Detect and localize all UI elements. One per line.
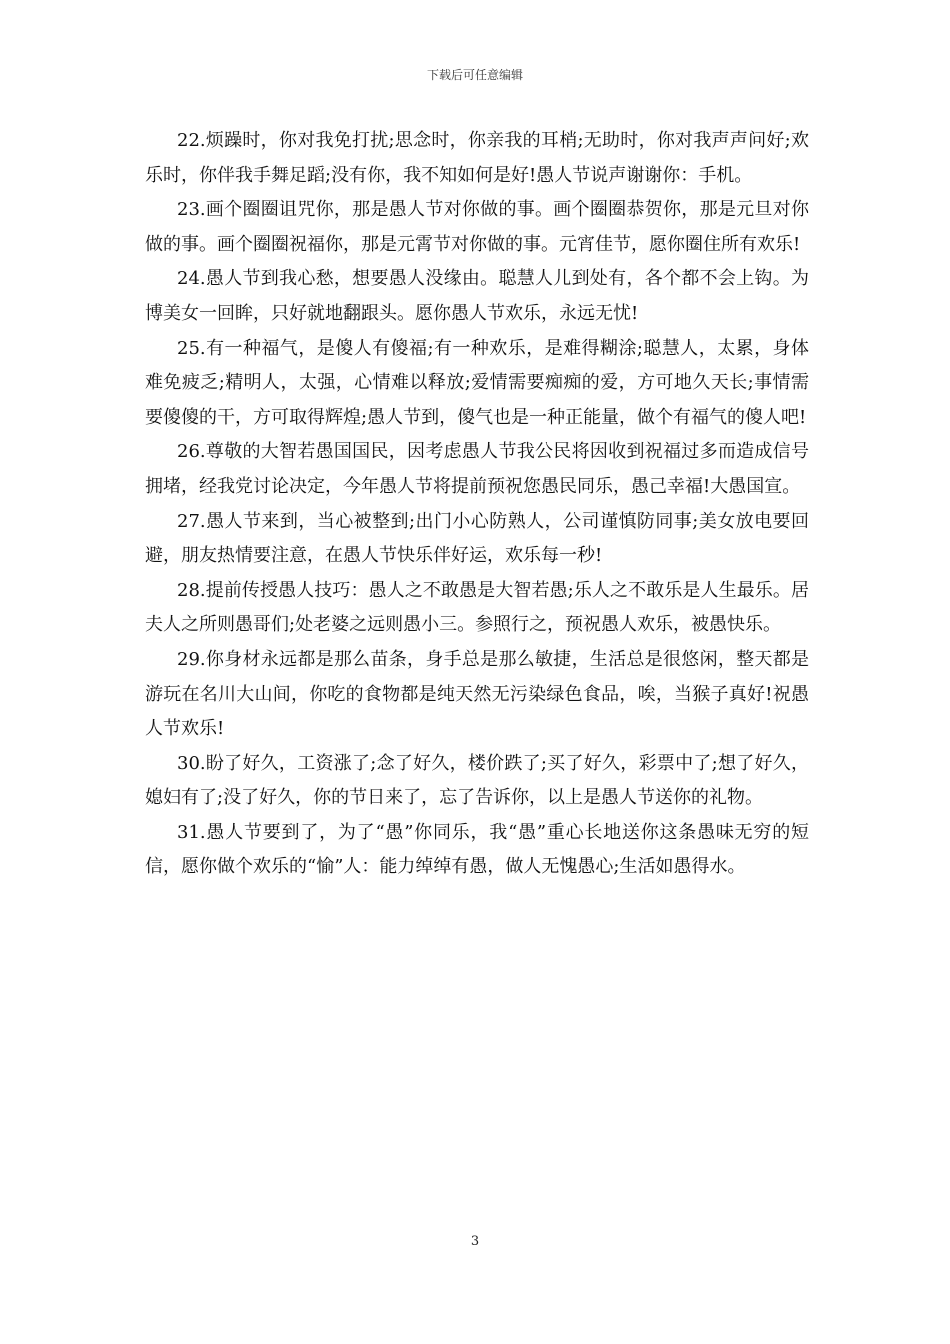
page-number: 3 — [470, 1234, 480, 1249]
paragraph-23: 23.画个圈圈诅咒你，那是愚人节对你做的事。画个圈圈恭贺你，那是元旦对你做的事。画个圈圈祝福你，那是元霄节对你做的事。元宵佳节，愿你圈住所有欢乐! — [145, 199, 809, 255]
paragraph-26: 26.尊敬的大智若愚国国民，因考虑愚人节我公民将因收到祝福过多而造成信号拥堵，经我党讨论决定，今年愚人节将提前预祝您愚民同乐，愚己幸福!大愚国宣。 — [145, 441, 809, 497]
paragraph-31: 31.愚人节要到了，为了“愚”你同乐，我“愚”重心长地送你这条愚味无穷的短信，愿你做个欢乐的“愉”人：能力绰绰有愚，做人无愧愚心;生活如愚得水。 — [145, 821, 809, 878]
paragraph-27: 27.愚人节来到，当心被整到;出门小心防熟人，公司谨慎防同事;美女放电要回避，朋友热情要注意，在愚人节快乐伴好运，欢乐每一秒! — [145, 510, 809, 567]
paragraph-24: 24.愚人节到我心愁，想要愚人没缘由。聪慧人儿到处有，各个都不会上钩。为博美女一回眸，只好就地翻跟头。愿你愚人节欢乐，永远无忧! — [145, 268, 809, 324]
paragraph-30: 30.盼了好久，工资涨了;念了好久，楼价跌了;买了好久，彩票中了;想了好久，媳妇有了;没了好久，你的节日来了，忘了告诉你，以上是愚人节送你的礼物。 — [145, 752, 809, 809]
paragraph-25: 25.有一种福气，是傻人有傻福;有一种欢乐，是难得糊涂;聪慧人，太累，身体难免疲乏;精明人，太强，心情难以释放;爱情需要痴痴的爱，方可地久天长;事情需要傻傻的干，方可取得辉煌;愚人节到，傻气也是一种正能量，做个有福气的傻人吧! — [145, 337, 809, 428]
paragraph-22: 22.烦躁时，你对我免打扰;思念时，你亲我的耳梢;无助时，你对我声声问好;欢乐时，你伴我手舞足蹈;没有你，我不知如何是好!愚人节说声谢谢你：手机。 — [145, 130, 809, 186]
document-body — [145, 124, 809, 885]
header-note: 下载后可任意编辑 — [426, 68, 523, 82]
paragraph-29: 29.你身材永远都是那么苗条，身手总是那么敏捷，生活总是很悠闲，整天都是游玩在名川大山间，你吃的食物都是纯天然无污染绿色食品，唉，当猴子真好!祝愚人节欢乐! — [145, 648, 809, 740]
paragraph-28: 28.提前传授愚人技巧：愚人之不敢愚是大智若愚;乐人之不敢乐是人生最乐。居夫人之所则愚哥们;处老婆之远则愚小三。参照行之，预祝愚人欢乐，被愚快乐。 — [145, 579, 809, 636]
